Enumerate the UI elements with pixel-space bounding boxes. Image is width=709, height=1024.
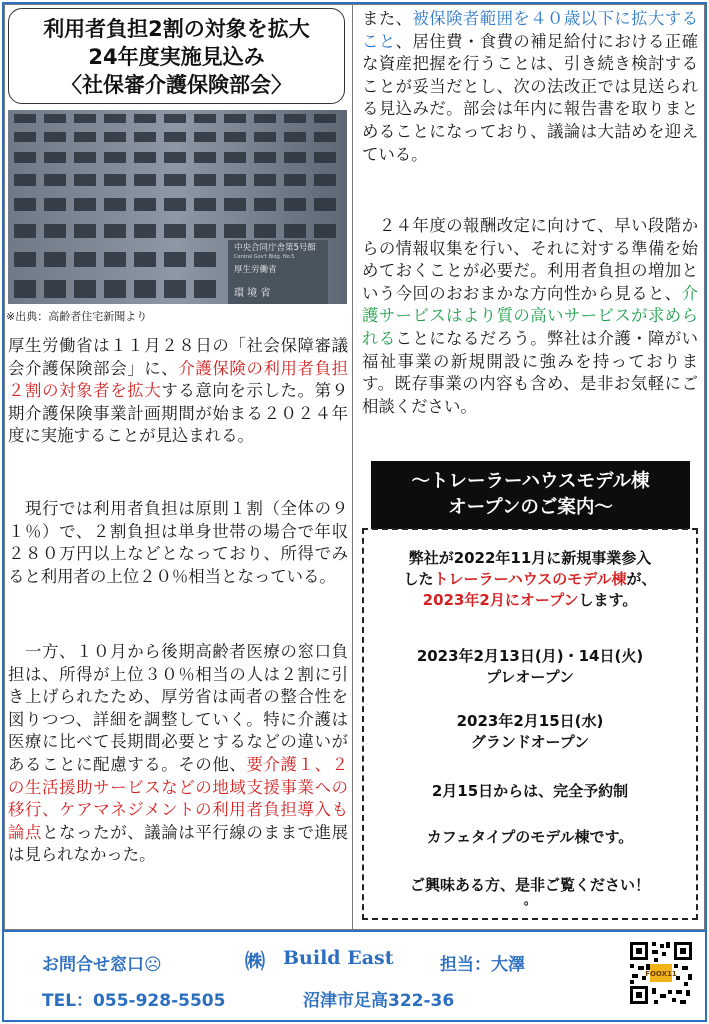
right-p2-text-a: ２４年度の報酬改定に向けて、早い段階からの情報収集を行い、それに対する準備を始めておくことが必要だ。利用者負担の増加という今回のおおまかな方向性から見ると、: [362, 216, 698, 303]
left-p1-text-a: 厚生労働省は１１月２８日の「社会保障審議会介護保険部会」に、: [8, 336, 348, 378]
right-p2-highlight: 介護サービスはより質の高いサービスが求められる: [362, 283, 698, 348]
title-line-2: 24年度実施見込み: [88, 45, 265, 69]
notice-header-line-2: オープンのご案内～: [448, 497, 613, 518]
right-p1-text-a: また、: [362, 9, 413, 28]
notice-intro-line-3: [364, 590, 696, 611]
notice-header: [371, 461, 690, 529]
qr-code[interactable]: [628, 940, 694, 1006]
left-p3-text-b: となったが、議論は平行線のままで進展は見られなかった。: [8, 822, 349, 865]
right-p2-text-b: ことになるだろう。弊社は介護・障がい福祉事業の新規開設に強みを持っております。既存事業の内容も含め、是非お気軽にご相談ください。: [362, 328, 699, 416]
notice-cafe: カフェタイプのモデル棟です。: [426, 828, 634, 846]
footer-address: 沼津市足高322-36: [303, 991, 455, 1011]
sign-ministry-1: 厚生労働省: [234, 265, 277, 275]
ministry-building-photo: [8, 110, 347, 304]
left-p3-text-a: 一方、１０月から後期高齢者医療の窓口負担は、所得が上位３０％相当の人は２割に引き上げられたため、厚労省は両者の整合性を図りつつ、詳細を調整していく。特に介護は医療に比べて長期間必要とするなどの違いがあることに配慮する。その他、: [8, 642, 348, 774]
right-paragraph-1: [362, 8, 698, 166]
notice-intro-c: が、: [626, 570, 657, 588]
article-title-box: [8, 8, 345, 104]
notice-box: [362, 528, 698, 920]
notice-closing: ご興味ある方、是非ご覧ください！: [409, 876, 650, 894]
footer-person: 担当：大澤: [440, 955, 525, 975]
grandopen-date: 2023年2月15日(水): [456, 712, 604, 730]
right-paragraph-2: [362, 215, 698, 418]
notice-header-line-1: ～トレーラーハウスモデル棟: [411, 471, 650, 492]
notice-reservation: 2月15日からは、完全予約制: [431, 782, 629, 800]
left-p3-highlight: 要介護１、２の生活援助サービスなどの地域支援事業への移行、ケアマネジメントの利用者負担導入も論点: [8, 754, 349, 842]
column-divider: [352, 4, 353, 930]
building-illustration: [8, 110, 347, 304]
title-line-1: 利用者負担2割の対象を拡大: [43, 17, 310, 41]
notice-intro-b: した: [403, 570, 434, 588]
sign-title: 中央合同庁舎第5号館: [234, 243, 316, 253]
left-paragraph-1: [8, 335, 348, 448]
company-mark: ㈱: [245, 949, 265, 973]
qr-label: FOOX11: [645, 970, 677, 978]
notice-intro-line-1: 弊社が2022年11月に新規事業参入: [408, 549, 652, 567]
preopen-date: 2023年2月13日(月)・14日(火): [416, 647, 644, 665]
notice-grandopen: [364, 711, 696, 753]
notice-intro: [364, 548, 696, 611]
left-paragraph-3: [8, 641, 348, 867]
title-line-3: 〈社保審介護保険部会〉: [61, 73, 292, 97]
notice-intro-highlight-1: トレーラーハウスのモデル棟: [433, 570, 627, 588]
left-paragraph-2: 現行では利用者負担は原則１割（全体の９１％）で、２割負担は単身世帯の場合で年収２８０万円以上などとなっており、所得でみると利用者の上位２０％相当となっている。: [8, 499, 348, 586]
sign-sub: Central Gov't Bldg. No.5: [234, 254, 295, 260]
photo-caption: ※出典：高齢者住宅新聞より: [6, 310, 148, 323]
notice-intro-highlight-2: 2023年2月にオープン: [422, 591, 579, 609]
sign-ministry-2: 環 境 省: [234, 288, 271, 299]
notice-intro-d: します。: [578, 591, 638, 609]
company-name: Build East: [283, 947, 394, 969]
footer-tel: TEL：055-928-5505: [42, 991, 226, 1011]
footer-contact: お問合せ窓口☹: [42, 955, 162, 975]
grandopen-label: グランドオープン: [470, 733, 590, 751]
qr-code-graphic: [628, 940, 694, 1006]
right-p1-text-b: 、居住費・食費の補足給付における正確な資産把握を行うことは、引き続き検討することが妥当だとし、次の法改正では見送られる見込みだ。部会は年内に報告書を取りまとめることになっており、議論は大詰めを迎えている。: [362, 31, 699, 164]
notice-intro-line-2: [364, 569, 696, 590]
left-p1-highlight: 介護保険の利用者負担２割の対象者を拡大: [8, 358, 349, 401]
notice-closing-dot: 。: [523, 893, 536, 907]
notice-preopen: [364, 646, 696, 688]
right-p1-highlight: 被保険者範囲を４０歳以下に拡大すること: [362, 9, 699, 51]
preopen-label: プレオープン: [485, 668, 575, 686]
footer-rule: [4, 930, 705, 932]
left-p1-text-b: する意向を示した。第９期介護保険事業計画期間が始まる２０２４年度に実施することが見込まれる。: [8, 381, 349, 446]
